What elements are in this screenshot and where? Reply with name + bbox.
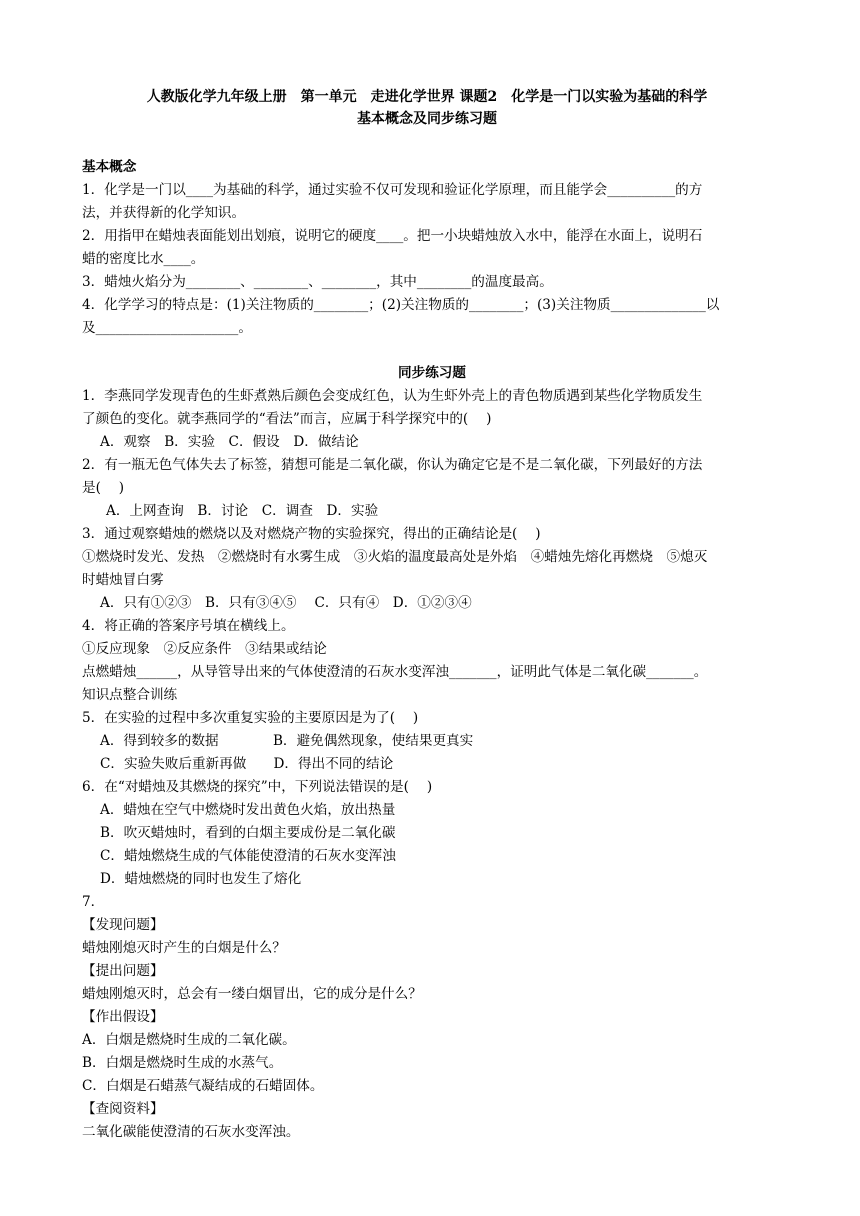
basic-line: 法，并获得新的化学知识。 <box>82 205 246 221</box>
question-7-line: 7． <box>82 894 105 910</box>
question-1-line: 1．李燕同学发现青色的生虾煮熟后颜色会变成红色，认为生虾外壳上的青色物质遇到某些化学物质发生 <box>82 388 703 404</box>
basic-line: 及_____________________。 <box>82 320 252 336</box>
question-3-line: 时蜡烛冒白雾 <box>82 572 164 588</box>
practice-heading: 同步练习题 <box>398 365 466 381</box>
question-7-line: 【发现问题】 <box>82 917 164 933</box>
basic-line: 1．化学是一门以____为基础的科学，通过实验不仅可发现和验证化学原理，而且能学会__________的方 <box>82 182 703 198</box>
question-6-line: 6．在“对蜡烛及其燃烧的探究”中，下列说法错误的是( ) <box>82 779 433 795</box>
question-2-line: 2．有一瓶无色气体失去了标签，猜想可能是二氧化碳，你认为确定它是不是二氧化碳，下列最好的方法 <box>82 457 703 473</box>
doc-title-line2: 基本概念及同步练习题 <box>357 111 497 127</box>
question-7-line: 蜡烛刚熄灭时产生的白烟是什么？ <box>82 940 286 956</box>
question-7-line: 【提出问题】 <box>82 963 164 979</box>
question-6-option: A．蜡烛在空气中燃烧时发出黄色火焰，放出热量 <box>100 802 396 818</box>
question-4-line: 点燃蜡烛______，从导管导出来的气体使澄清的石灰水变浑浊_______，证明此气体是二氧化碳_______。 <box>82 664 708 680</box>
question-6-option: C．蜡烛燃烧生成的气体能使澄清的石灰水变浑浊 <box>100 848 396 864</box>
question-7-line: B．白烟是燃烧时生成的水蒸气。 <box>82 1055 283 1071</box>
basic-line: 4．化学学习的特点是：(1)关注物质的________；(2)关注物质的________；(3)关注物质______________以 <box>82 297 720 313</box>
question-1-line: 了颜色的变化。就李燕同学的“看法”而言，应属于科学探究中的( ) <box>82 411 492 427</box>
question-5-option: A．得到较多的数据 B．避免偶然现象，使结果更真实 <box>100 733 474 749</box>
question-3-options: A．只有①②③ B．只有③④⑤ C．只有④ D．①②③④ <box>100 595 472 611</box>
basic-line: 蜡的密度比水____。 <box>82 251 205 267</box>
question-4-line: ①反应现象 ②反应条件 ③结果或结论 <box>82 641 327 657</box>
doc-title-line1: 人教版化学九年级上册 第一单元 走进化学世界 课题2 化学是一门以实验为基础的科学 <box>146 89 708 105</box>
question-4-line: 4．将正确的答案序号填在横线上。 <box>82 618 295 634</box>
question-5-option: C．实验失败后重新再做 D．得出不同的结论 <box>100 756 394 772</box>
question-7-line: C．白烟是石蜡蒸气凝结成的石蜡固体。 <box>82 1078 324 1094</box>
question-3-line: 3．通过观察蜡烛的燃烧以及对燃烧产物的实验探究，得出的正确结论是( ) <box>82 526 541 542</box>
basic-line: 2．用指甲在蜡烛表面能划出划痕，说明它的硬度____。把一小块蜡烛放入水中，能浮在水面上，说明石 <box>82 228 703 244</box>
document-page <box>82 86 782 1144</box>
question-7-line: 二氧化碳能使澄清的石灰水变浑浊。 <box>82 1124 300 1140</box>
question-7-line: 【作出假设】 <box>82 1009 164 1025</box>
question-3-line: ①燃烧时发光、发热 ②燃烧时有水雾生成 ③火焰的温度最高处是外焰 ④蜡烛先熔化再燃烧 ⑤熄灭 <box>82 549 708 565</box>
question-2-options: A．上网查询 B．讨论 C．调查 D．实验 <box>106 503 379 519</box>
question-7-line: 蜡烛刚熄灭时，总会有一缕白烟冒出，它的成分是什么？ <box>82 986 422 1002</box>
basic-concepts-heading: 基本概念 <box>82 159 137 175</box>
question-7-line: A．白烟是燃烧时生成的二氧化碳。 <box>82 1032 296 1048</box>
question-2-line: 是( ) <box>82 480 125 496</box>
question-6-option: D．蜡烛燃烧的同时也发生了熔化 <box>100 871 302 887</box>
question-4-line: 知识点整合训练 <box>82 687 178 703</box>
question-7-line: 【查阅资料】 <box>82 1101 164 1117</box>
question-6-option: B．吹灭蜡烛时，看到的白烟主要成份是二氧化碳 <box>100 825 396 841</box>
basic-line: 3．蜡烛火焰分为________、________、________，其中________的温度最高。 <box>82 274 553 290</box>
question-1-options: A．观察 B．实验 C．假设 D．做结论 <box>100 434 359 450</box>
question-5-line: 5．在实验的过程中多次重复实验的主要原因是为了( ) <box>82 710 419 726</box>
